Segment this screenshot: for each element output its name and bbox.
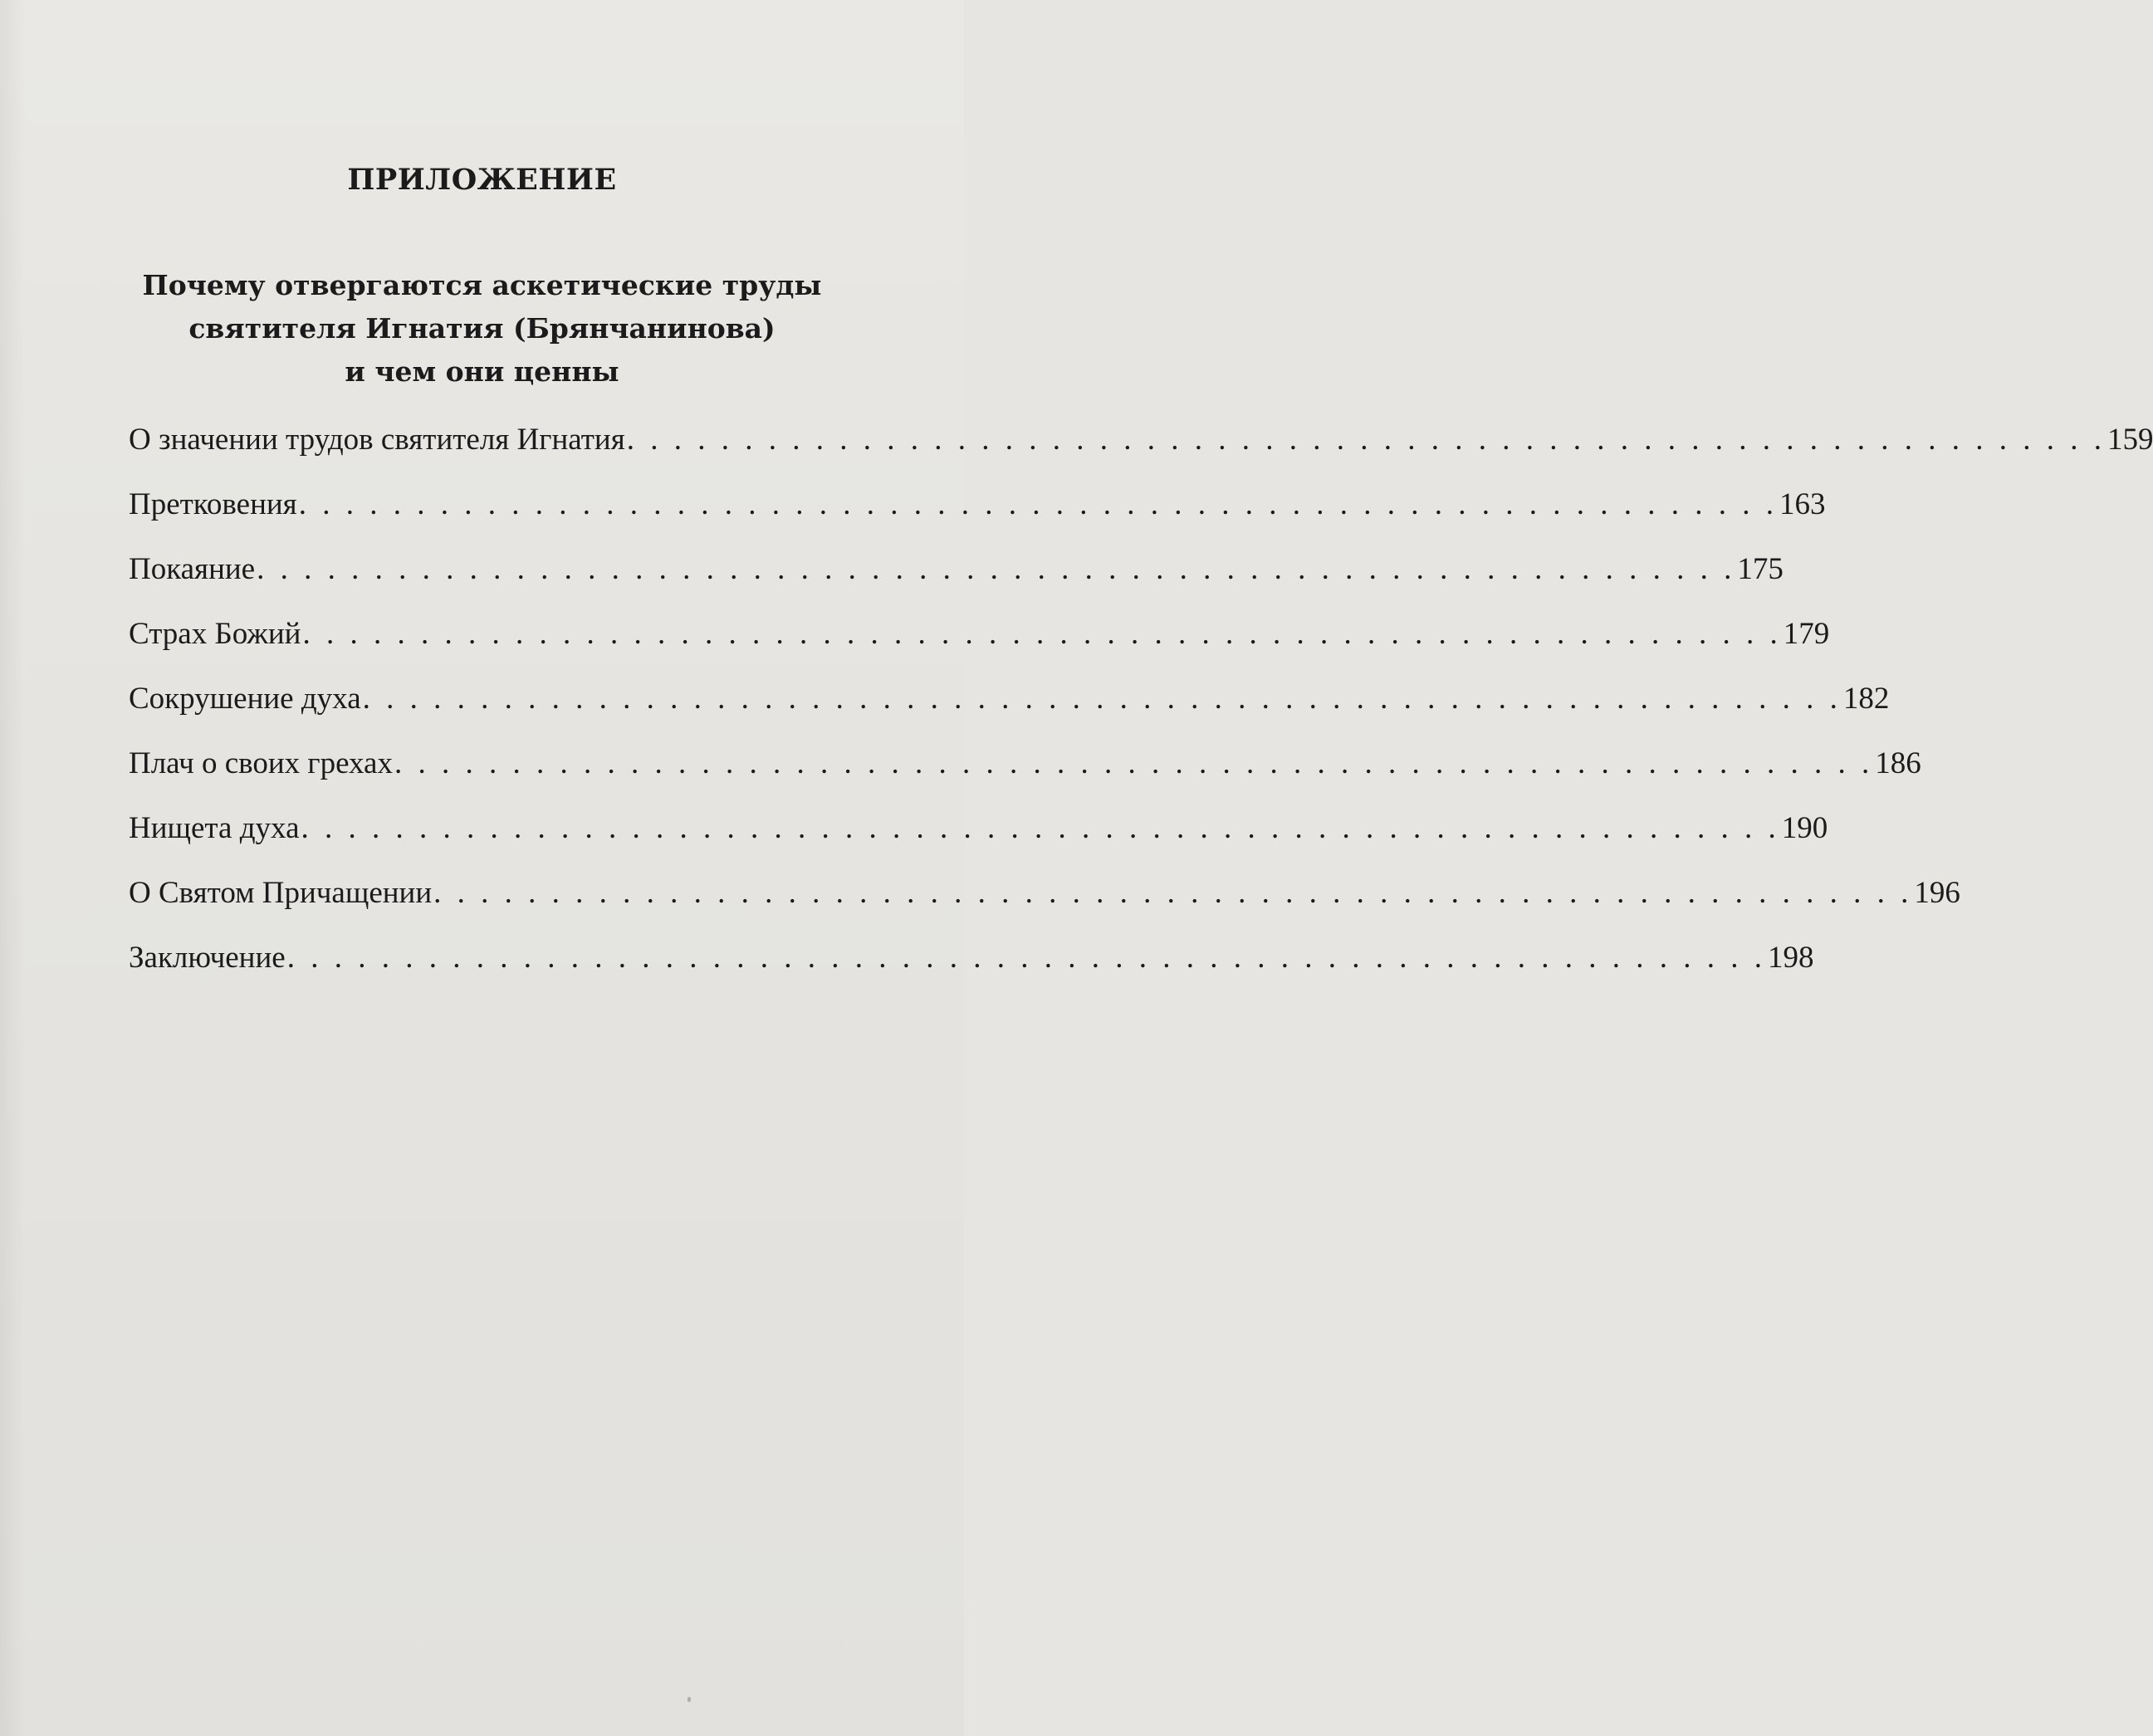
toc-entry-page: 186	[1875, 746, 1921, 780]
toc-entry	[129, 940, 1814, 981]
toc-entry-page: 159	[2107, 423, 2153, 457]
toc-entry-page: 179	[1783, 617, 1830, 651]
toc-leader-dots: . . . . . . . . . . . . . . . . . . . . . . . . . . . . . . . . . . . . . . . . . . . . . . . . . . . . . . . . . . . . . . .	[362, 682, 1842, 716]
paper-speck	[687, 1697, 691, 1702]
toc-entry	[129, 810, 1828, 852]
toc-leader-dots: . . . . . . . . . . . . . . . . . . . . . . . . . . . . . . . . . . . . . . . . . . . . . . . . . . . . . . . . . . . . . . .	[626, 423, 2106, 457]
toc-entry-page: 196	[1914, 876, 1960, 910]
toc-leader-dots: . . . . . . . . . . . . . . . . . . . . . . . . . . . . . . . . . . . . . . . . . . . . . . . . . . . . . . . . . . . . . . .	[433, 876, 1913, 910]
subtitle-line: Почему отвергаются аскетические труды	[142, 269, 822, 301]
toc-leader-dots: . . . . . . . . . . . . . . . . . . . . . . . . . . . . . . . . . . . . . . . . . . . . . . . . . . . . . . . . . . . . . . .	[257, 552, 1736, 586]
page-gutter-shadow	[0, 0, 25, 1736]
toc-entry	[129, 551, 1784, 593]
section-heading: ПРИЛОЖЕНИЕ	[347, 163, 617, 197]
toc-entry	[129, 746, 1921, 787]
section-subtitle	[0, 264, 964, 394]
toc-leader-dots: . . . . . . . . . . . . . . . . . . . . . . . . . . . . . . . . . . . . . . . . . . . . . . . . . . . . . . . . . . . . . . .	[298, 487, 1778, 521]
toc-leader-dots: . . . . . . . . . . . . . . . . . . . . . . . . . . . . . . . . . . . . . . . . . . . . . . . . . . . . . . . . . . . . . . .	[302, 617, 1782, 651]
toc-entry-title: Сокрушение духа	[129, 682, 361, 716]
subtitle-line: и чем они ценны	[345, 355, 619, 388]
toc-entry	[129, 616, 1830, 658]
toc-entry	[129, 875, 1960, 917]
toc-entry-title: Заключение	[129, 941, 286, 975]
toc-entry-title: Нищета духа	[129, 811, 300, 845]
toc-leader-dots: . . . . . . . . . . . . . . . . . . . . . . . . . . . . . . . . . . . . . . . . . . . . . . . . . . . . . . . . . . . . . . .	[301, 811, 1780, 845]
toc-leader-dots: . . . . . . . . . . . . . . . . . . . . . . . . . . . . . . . . . . . . . . . . . . . . . . . . . . . . . . . . . . . . . . .	[394, 746, 1874, 780]
toc-entry-page: 175	[1737, 552, 1784, 586]
toc-entry-title: Покаяние	[129, 552, 256, 586]
toc-leader-dots: . . . . . . . . . . . . . . . . . . . . . . . . . . . . . . . . . . . . . . . . . . . . . . . . . . . . . . . . . . . . . . .	[286, 941, 1766, 975]
toc-entry-page: 182	[1842, 682, 1890, 716]
toc-entry-title: Плач о своих грехах	[129, 746, 393, 780]
toc-entry	[129, 422, 2153, 463]
toc-entry-page: 198	[1767, 941, 1814, 975]
toc-entry-title: Претковения	[129, 487, 297, 521]
toc-entry-title: О значении трудов святителя Игнатия	[129, 423, 625, 457]
subtitle-line: святителя Игнатия (Брянчанинова)	[188, 312, 776, 345]
toc-entry-page: 190	[1781, 811, 1828, 845]
toc-entry	[129, 487, 1826, 528]
toc-entry	[129, 681, 1890, 722]
toc-entry-title: Страх Божий	[129, 617, 301, 651]
toc-entry-title: О Святом Причащении	[129, 876, 433, 910]
toc-entry-page: 163	[1779, 487, 1826, 521]
